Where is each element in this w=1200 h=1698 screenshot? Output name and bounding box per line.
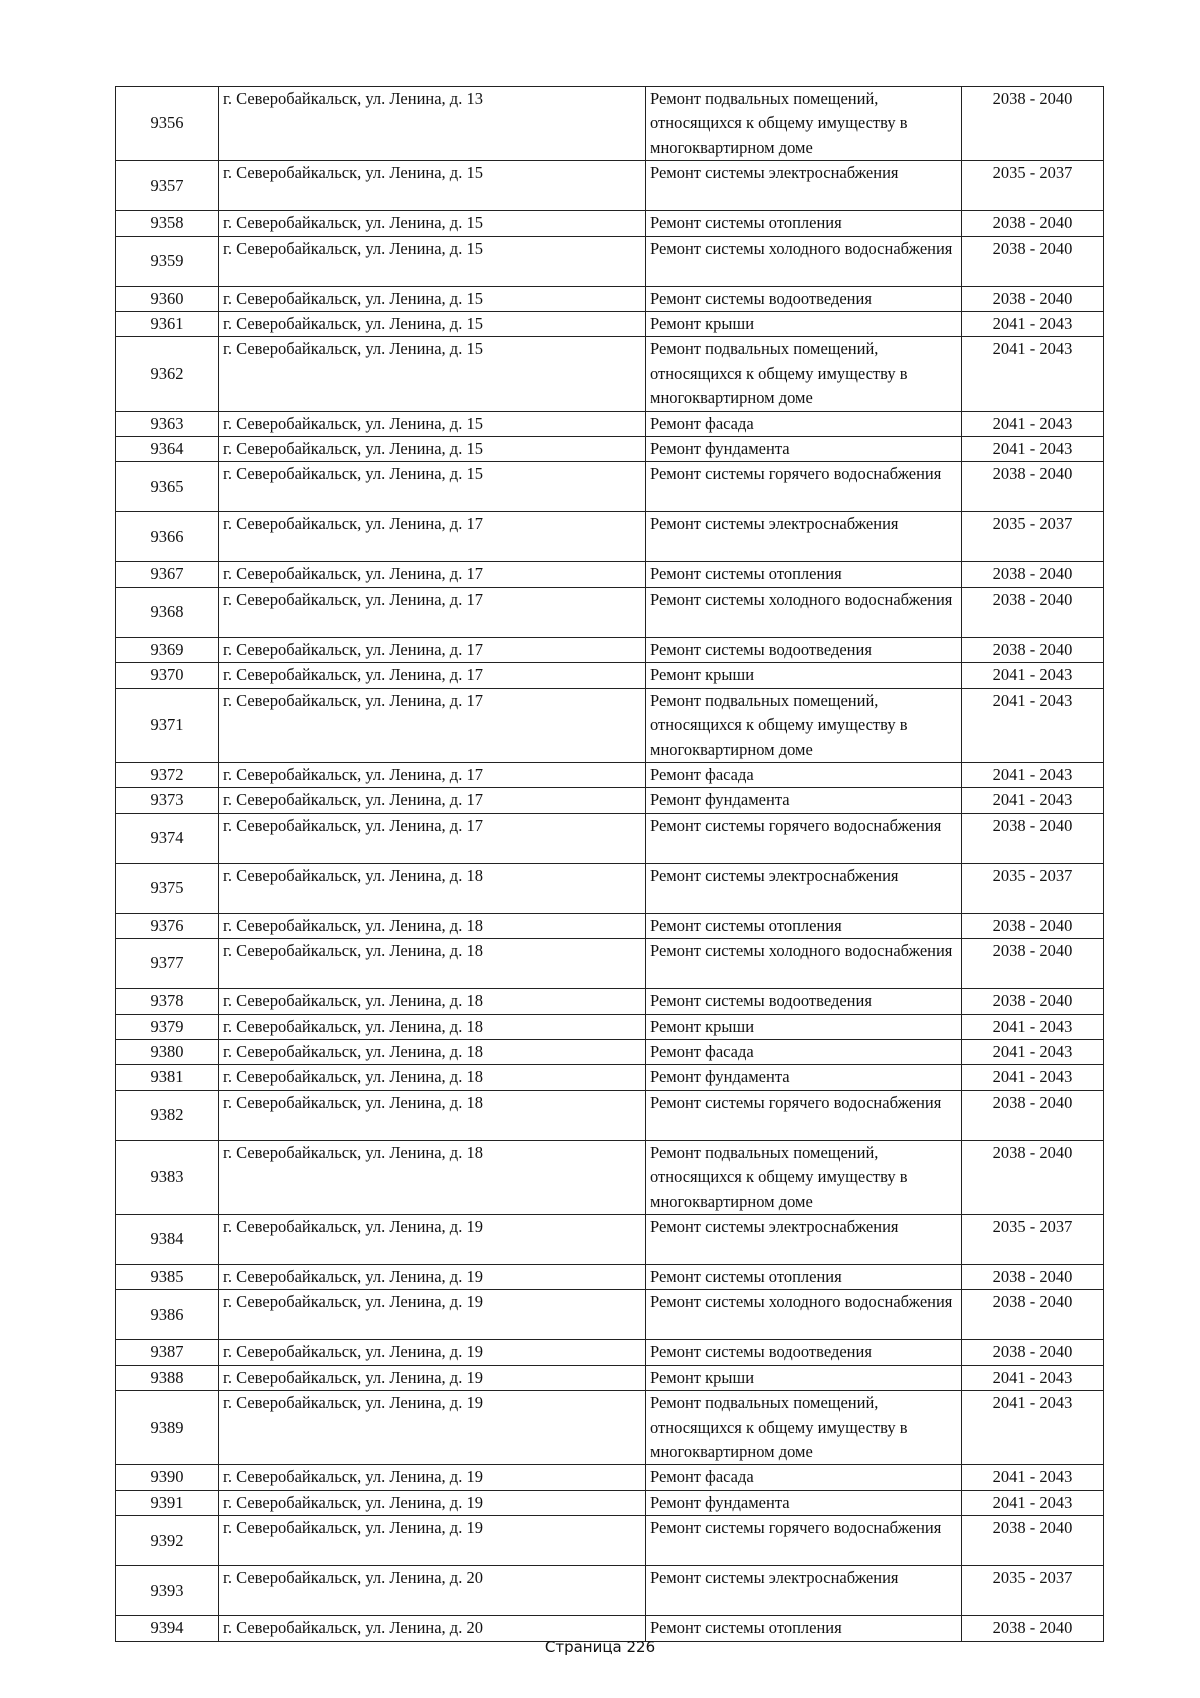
table-row	[116, 863, 1104, 913]
address-cell: г. Северобайкальск, ул. Ленина, д. 15	[219, 437, 646, 462]
period-cell: 2038 - 2040	[962, 913, 1104, 938]
period-cell: 2035 - 2037	[962, 863, 1104, 913]
period-cell: 2038 - 2040	[962, 989, 1104, 1014]
period-cell: 2038 - 2040	[962, 87, 1104, 161]
address-cell: г. Северобайкальск, ул. Ленина, д. 18	[219, 1140, 646, 1214]
address-cell: г. Северобайкальск, ул. Ленина, д. 17	[219, 788, 646, 813]
row-number-cell: 9369	[116, 637, 219, 662]
row-number-cell: 9366	[116, 512, 219, 562]
table-row	[116, 762, 1104, 787]
period-cell: 2038 - 2040	[962, 1264, 1104, 1289]
address-cell: г. Северобайкальск, ул. Ленина, д. 17	[219, 562, 646, 587]
period-cell: 2038 - 2040	[962, 1140, 1104, 1214]
address-cell: г. Северобайкальск, ул. Ленина, д. 17	[219, 813, 646, 863]
work-type-cell: Ремонт крыши	[646, 312, 962, 337]
address-cell: г. Северобайкальск, ул. Ленина, д. 19	[219, 1214, 646, 1264]
work-type-cell: Ремонт подвальных помещений, относящихся к общему имуществу в многоквартирном доме	[646, 688, 962, 762]
row-number-cell: 9387	[116, 1340, 219, 1365]
address-cell: г. Северобайкальск, ул. Ленина, д. 17	[219, 637, 646, 662]
row-number-cell: 9393	[116, 1566, 219, 1616]
table-row	[116, 913, 1104, 938]
row-number-cell: 9371	[116, 688, 219, 762]
work-type-cell: Ремонт подвальных помещений, относящихся к общему имуществу в многоквартирном доме	[646, 1140, 962, 1214]
period-cell: 2038 - 2040	[962, 1516, 1104, 1566]
period-cell: 2038 - 2040	[962, 637, 1104, 662]
address-cell: г. Северобайкальск, ул. Ленина, д. 20	[219, 1616, 646, 1641]
row-number-cell: 9383	[116, 1140, 219, 1214]
address-cell: г. Северобайкальск, ул. Ленина, д. 17	[219, 688, 646, 762]
address-cell: г. Северобайкальск, ул. Ленина, д. 18	[219, 1014, 646, 1039]
table-row	[116, 87, 1104, 161]
table-row	[116, 1566, 1104, 1616]
work-type-cell: Ремонт крыши	[646, 1014, 962, 1039]
address-cell: г. Северобайкальск, ул. Ленина, д. 15	[219, 161, 646, 211]
table-row	[116, 1516, 1104, 1566]
row-number-cell: 9390	[116, 1465, 219, 1490]
row-number-cell: 9379	[116, 1014, 219, 1039]
table-row	[116, 462, 1104, 512]
period-cell: 2038 - 2040	[962, 1340, 1104, 1365]
address-cell: г. Северобайкальск, ул. Ленина, д. 15	[219, 411, 646, 436]
row-number-cell: 9367	[116, 562, 219, 587]
work-type-cell: Ремонт системы водоотведения	[646, 637, 962, 662]
work-type-cell: Ремонт системы холодного водоснабжения	[646, 587, 962, 637]
period-cell: 2035 - 2037	[962, 161, 1104, 211]
address-cell: г. Северобайкальск, ул. Ленина, д. 18	[219, 1065, 646, 1090]
address-cell: г. Северобайкальск, ул. Ленина, д. 15	[219, 462, 646, 512]
table-row	[116, 286, 1104, 311]
work-type-cell: Ремонт фасада	[646, 411, 962, 436]
work-type-cell: Ремонт системы холодного водоснабжения	[646, 236, 962, 286]
table-row	[116, 1264, 1104, 1289]
period-cell: 2038 - 2040	[962, 1090, 1104, 1140]
work-type-cell: Ремонт подвальных помещений, относящихся к общему имуществу в многоквартирном доме	[646, 1391, 962, 1465]
work-type-cell: Ремонт системы электроснабжения	[646, 161, 962, 211]
period-cell: 2035 - 2037	[962, 1214, 1104, 1264]
period-cell: 2041 - 2043	[962, 312, 1104, 337]
work-type-cell: Ремонт крыши	[646, 663, 962, 688]
period-cell: 2041 - 2043	[962, 411, 1104, 436]
address-cell: г. Северобайкальск, ул. Ленина, д. 17	[219, 762, 646, 787]
row-number-cell: 9358	[116, 211, 219, 236]
row-number-cell: 9386	[116, 1290, 219, 1340]
table-row	[116, 939, 1104, 989]
table-row	[116, 1290, 1104, 1340]
work-type-cell: Ремонт фундамента	[646, 1065, 962, 1090]
work-type-cell: Ремонт системы горячего водоснабжения	[646, 813, 962, 863]
period-cell: 2041 - 2043	[962, 688, 1104, 762]
table-row	[116, 1065, 1104, 1090]
period-cell: 2038 - 2040	[962, 1616, 1104, 1641]
table-row	[116, 688, 1104, 762]
period-cell: 2038 - 2040	[962, 236, 1104, 286]
row-number-cell: 9385	[116, 1264, 219, 1289]
row-number-cell: 9391	[116, 1490, 219, 1515]
period-cell: 2041 - 2043	[962, 762, 1104, 787]
period-cell: 2041 - 2043	[962, 437, 1104, 462]
period-cell: 2038 - 2040	[962, 939, 1104, 989]
work-type-cell: Ремонт системы электроснабжения	[646, 512, 962, 562]
period-cell: 2041 - 2043	[962, 1365, 1104, 1390]
row-number-cell: 9389	[116, 1391, 219, 1465]
address-cell: г. Северобайкальск, ул. Ленина, д. 17	[219, 587, 646, 637]
work-type-cell: Ремонт системы электроснабжения	[646, 1566, 962, 1616]
work-type-cell: Ремонт системы водоотведения	[646, 286, 962, 311]
row-number-cell: 9363	[116, 411, 219, 436]
table-row	[116, 1340, 1104, 1365]
period-cell: 2038 - 2040	[962, 813, 1104, 863]
row-number-cell: 9357	[116, 161, 219, 211]
period-cell: 2041 - 2043	[962, 1490, 1104, 1515]
work-type-cell: Ремонт системы отопления	[646, 562, 962, 587]
row-number-cell: 9381	[116, 1065, 219, 1090]
row-number-cell: 9370	[116, 663, 219, 688]
work-type-cell: Ремонт фундамента	[646, 437, 962, 462]
work-type-cell: Ремонт системы электроснабжения	[646, 1214, 962, 1264]
address-cell: г. Северобайкальск, ул. Ленина, д. 19	[219, 1391, 646, 1465]
row-number-cell: 9356	[116, 87, 219, 161]
table-row	[116, 1140, 1104, 1214]
address-cell: г. Северобайкальск, ул. Ленина, д. 18	[219, 913, 646, 938]
table-row	[116, 637, 1104, 662]
table-body	[116, 87, 1104, 1642]
address-cell: г. Северобайкальск, ул. Ленина, д. 17	[219, 663, 646, 688]
work-type-cell: Ремонт подвальных помещений, относящихся к общему имуществу в многоквартирном доме	[646, 337, 962, 411]
table-row	[116, 1039, 1104, 1064]
table-row	[116, 562, 1104, 587]
period-cell: 2035 - 2037	[962, 512, 1104, 562]
table-row	[116, 337, 1104, 411]
period-cell: 2041 - 2043	[962, 1014, 1104, 1039]
row-number-cell: 9375	[116, 863, 219, 913]
table-row	[116, 411, 1104, 436]
table-row	[116, 437, 1104, 462]
period-cell: 2041 - 2043	[962, 337, 1104, 411]
work-type-cell: Ремонт системы отопления	[646, 913, 962, 938]
address-cell: г. Северобайкальск, ул. Ленина, д. 19	[219, 1516, 646, 1566]
address-cell: г. Северобайкальск, ул. Ленина, д. 18	[219, 1039, 646, 1064]
table-row	[116, 1391, 1104, 1465]
page-number: Страница 226	[544, 1638, 656, 1656]
table-row	[116, 663, 1104, 688]
period-cell: 2038 - 2040	[962, 211, 1104, 236]
work-type-cell: Ремонт системы горячего водоснабжения	[646, 1516, 962, 1566]
table-row	[116, 1365, 1104, 1390]
row-number-cell: 9376	[116, 913, 219, 938]
address-cell: г. Северобайкальск, ул. Ленина, д. 15	[219, 211, 646, 236]
table-row	[116, 587, 1104, 637]
row-number-cell: 9360	[116, 286, 219, 311]
period-cell: 2041 - 2043	[962, 663, 1104, 688]
row-number-cell: 9374	[116, 813, 219, 863]
row-number-cell: 9361	[116, 312, 219, 337]
table-row	[116, 236, 1104, 286]
period-cell: 2035 - 2037	[962, 1566, 1104, 1616]
work-type-cell: Ремонт фасада	[646, 762, 962, 787]
work-type-cell: Ремонт системы горячего водоснабжения	[646, 1090, 962, 1140]
work-type-cell: Ремонт системы отопления	[646, 211, 962, 236]
work-type-cell: Ремонт фасада	[646, 1465, 962, 1490]
table-row	[116, 161, 1104, 211]
row-number-cell: 9392	[116, 1516, 219, 1566]
row-number-cell: 9388	[116, 1365, 219, 1390]
address-cell: г. Северобайкальск, ул. Ленина, д. 18	[219, 939, 646, 989]
period-cell: 2038 - 2040	[962, 562, 1104, 587]
row-number-cell: 9378	[116, 989, 219, 1014]
address-cell: г. Северобайкальск, ул. Ленина, д. 18	[219, 989, 646, 1014]
period-cell: 2038 - 2040	[962, 286, 1104, 311]
period-cell: 2041 - 2043	[962, 1391, 1104, 1465]
address-cell: г. Северобайкальск, ул. Ленина, д. 15	[219, 337, 646, 411]
work-type-cell: Ремонт фундамента	[646, 788, 962, 813]
address-cell: г. Северобайкальск, ул. Ленина, д. 19	[219, 1465, 646, 1490]
table-row	[116, 1214, 1104, 1264]
row-number-cell: 9372	[116, 762, 219, 787]
row-number-cell: 9380	[116, 1039, 219, 1064]
work-type-cell: Ремонт системы горячего водоснабжения	[646, 462, 962, 512]
address-cell: г. Северобайкальск, ул. Ленина, д. 15	[219, 286, 646, 311]
row-number-cell: 9364	[116, 437, 219, 462]
row-number-cell: 9368	[116, 587, 219, 637]
period-cell: 2038 - 2040	[962, 1290, 1104, 1340]
work-type-cell: Ремонт системы холодного водоснабжения	[646, 939, 962, 989]
address-cell: г. Северобайкальск, ул. Ленина, д. 19	[219, 1290, 646, 1340]
period-cell: 2041 - 2043	[962, 1465, 1104, 1490]
table-row	[116, 813, 1104, 863]
table-row	[116, 312, 1104, 337]
address-cell: г. Северобайкальск, ул. Ленина, д. 15	[219, 312, 646, 337]
address-cell: г. Северобайкальск, ул. Ленина, д. 13	[219, 87, 646, 161]
table-row	[116, 1490, 1104, 1515]
row-number-cell: 9362	[116, 337, 219, 411]
row-number-cell: 9365	[116, 462, 219, 512]
address-cell: г. Северобайкальск, ул. Ленина, д. 20	[219, 1566, 646, 1616]
table-row	[116, 1090, 1104, 1140]
work-type-cell: Ремонт системы холодного водоснабжения	[646, 1290, 962, 1340]
row-number-cell: 9382	[116, 1090, 219, 1140]
address-cell: г. Северобайкальск, ул. Ленина, д. 19	[219, 1490, 646, 1515]
address-cell: г. Северобайкальск, ул. Ленина, д. 17	[219, 512, 646, 562]
address-cell: г. Северобайкальск, ул. Ленина, д. 19	[219, 1365, 646, 1390]
work-type-cell: Ремонт фундамента	[646, 1490, 962, 1515]
table-row	[116, 1465, 1104, 1490]
work-type-cell: Ремонт фасада	[646, 1039, 962, 1064]
period-cell: 2041 - 2043	[962, 1039, 1104, 1064]
address-cell: г. Северобайкальск, ул. Ленина, д. 18	[219, 863, 646, 913]
table-row	[116, 211, 1104, 236]
work-type-cell: Ремонт системы водоотведения	[646, 989, 962, 1014]
table-row	[116, 512, 1104, 562]
table-row	[116, 989, 1104, 1014]
table-row	[116, 788, 1104, 813]
row-number-cell: 9384	[116, 1214, 219, 1264]
work-type-cell: Ремонт системы электроснабжения	[646, 863, 962, 913]
row-number-cell: 9377	[116, 939, 219, 989]
row-number-cell: 9373	[116, 788, 219, 813]
work-type-cell: Ремонт крыши	[646, 1365, 962, 1390]
row-number-cell: 9394	[116, 1616, 219, 1641]
address-cell: г. Северобайкальск, ул. Ленина, д. 15	[219, 236, 646, 286]
work-type-cell: Ремонт подвальных помещений, относящихся к общему имуществу в многоквартирном доме	[646, 87, 962, 161]
address-cell: г. Северобайкальск, ул. Ленина, д. 19	[219, 1264, 646, 1289]
period-cell: 2038 - 2040	[962, 587, 1104, 637]
work-type-cell: Ремонт системы водоотведения	[646, 1340, 962, 1365]
work-type-cell: Ремонт системы отопления	[646, 1264, 962, 1289]
address-cell: г. Северобайкальск, ул. Ленина, д. 19	[219, 1340, 646, 1365]
table-row	[116, 1014, 1104, 1039]
period-cell: 2041 - 2043	[962, 788, 1104, 813]
repair-schedule-table	[115, 86, 1104, 1642]
row-number-cell: 9359	[116, 236, 219, 286]
period-cell: 2041 - 2043	[962, 1065, 1104, 1090]
address-cell: г. Северобайкальск, ул. Ленина, д. 18	[219, 1090, 646, 1140]
work-type-cell: Ремонт системы отопления	[646, 1616, 962, 1641]
period-cell: 2038 - 2040	[962, 462, 1104, 512]
